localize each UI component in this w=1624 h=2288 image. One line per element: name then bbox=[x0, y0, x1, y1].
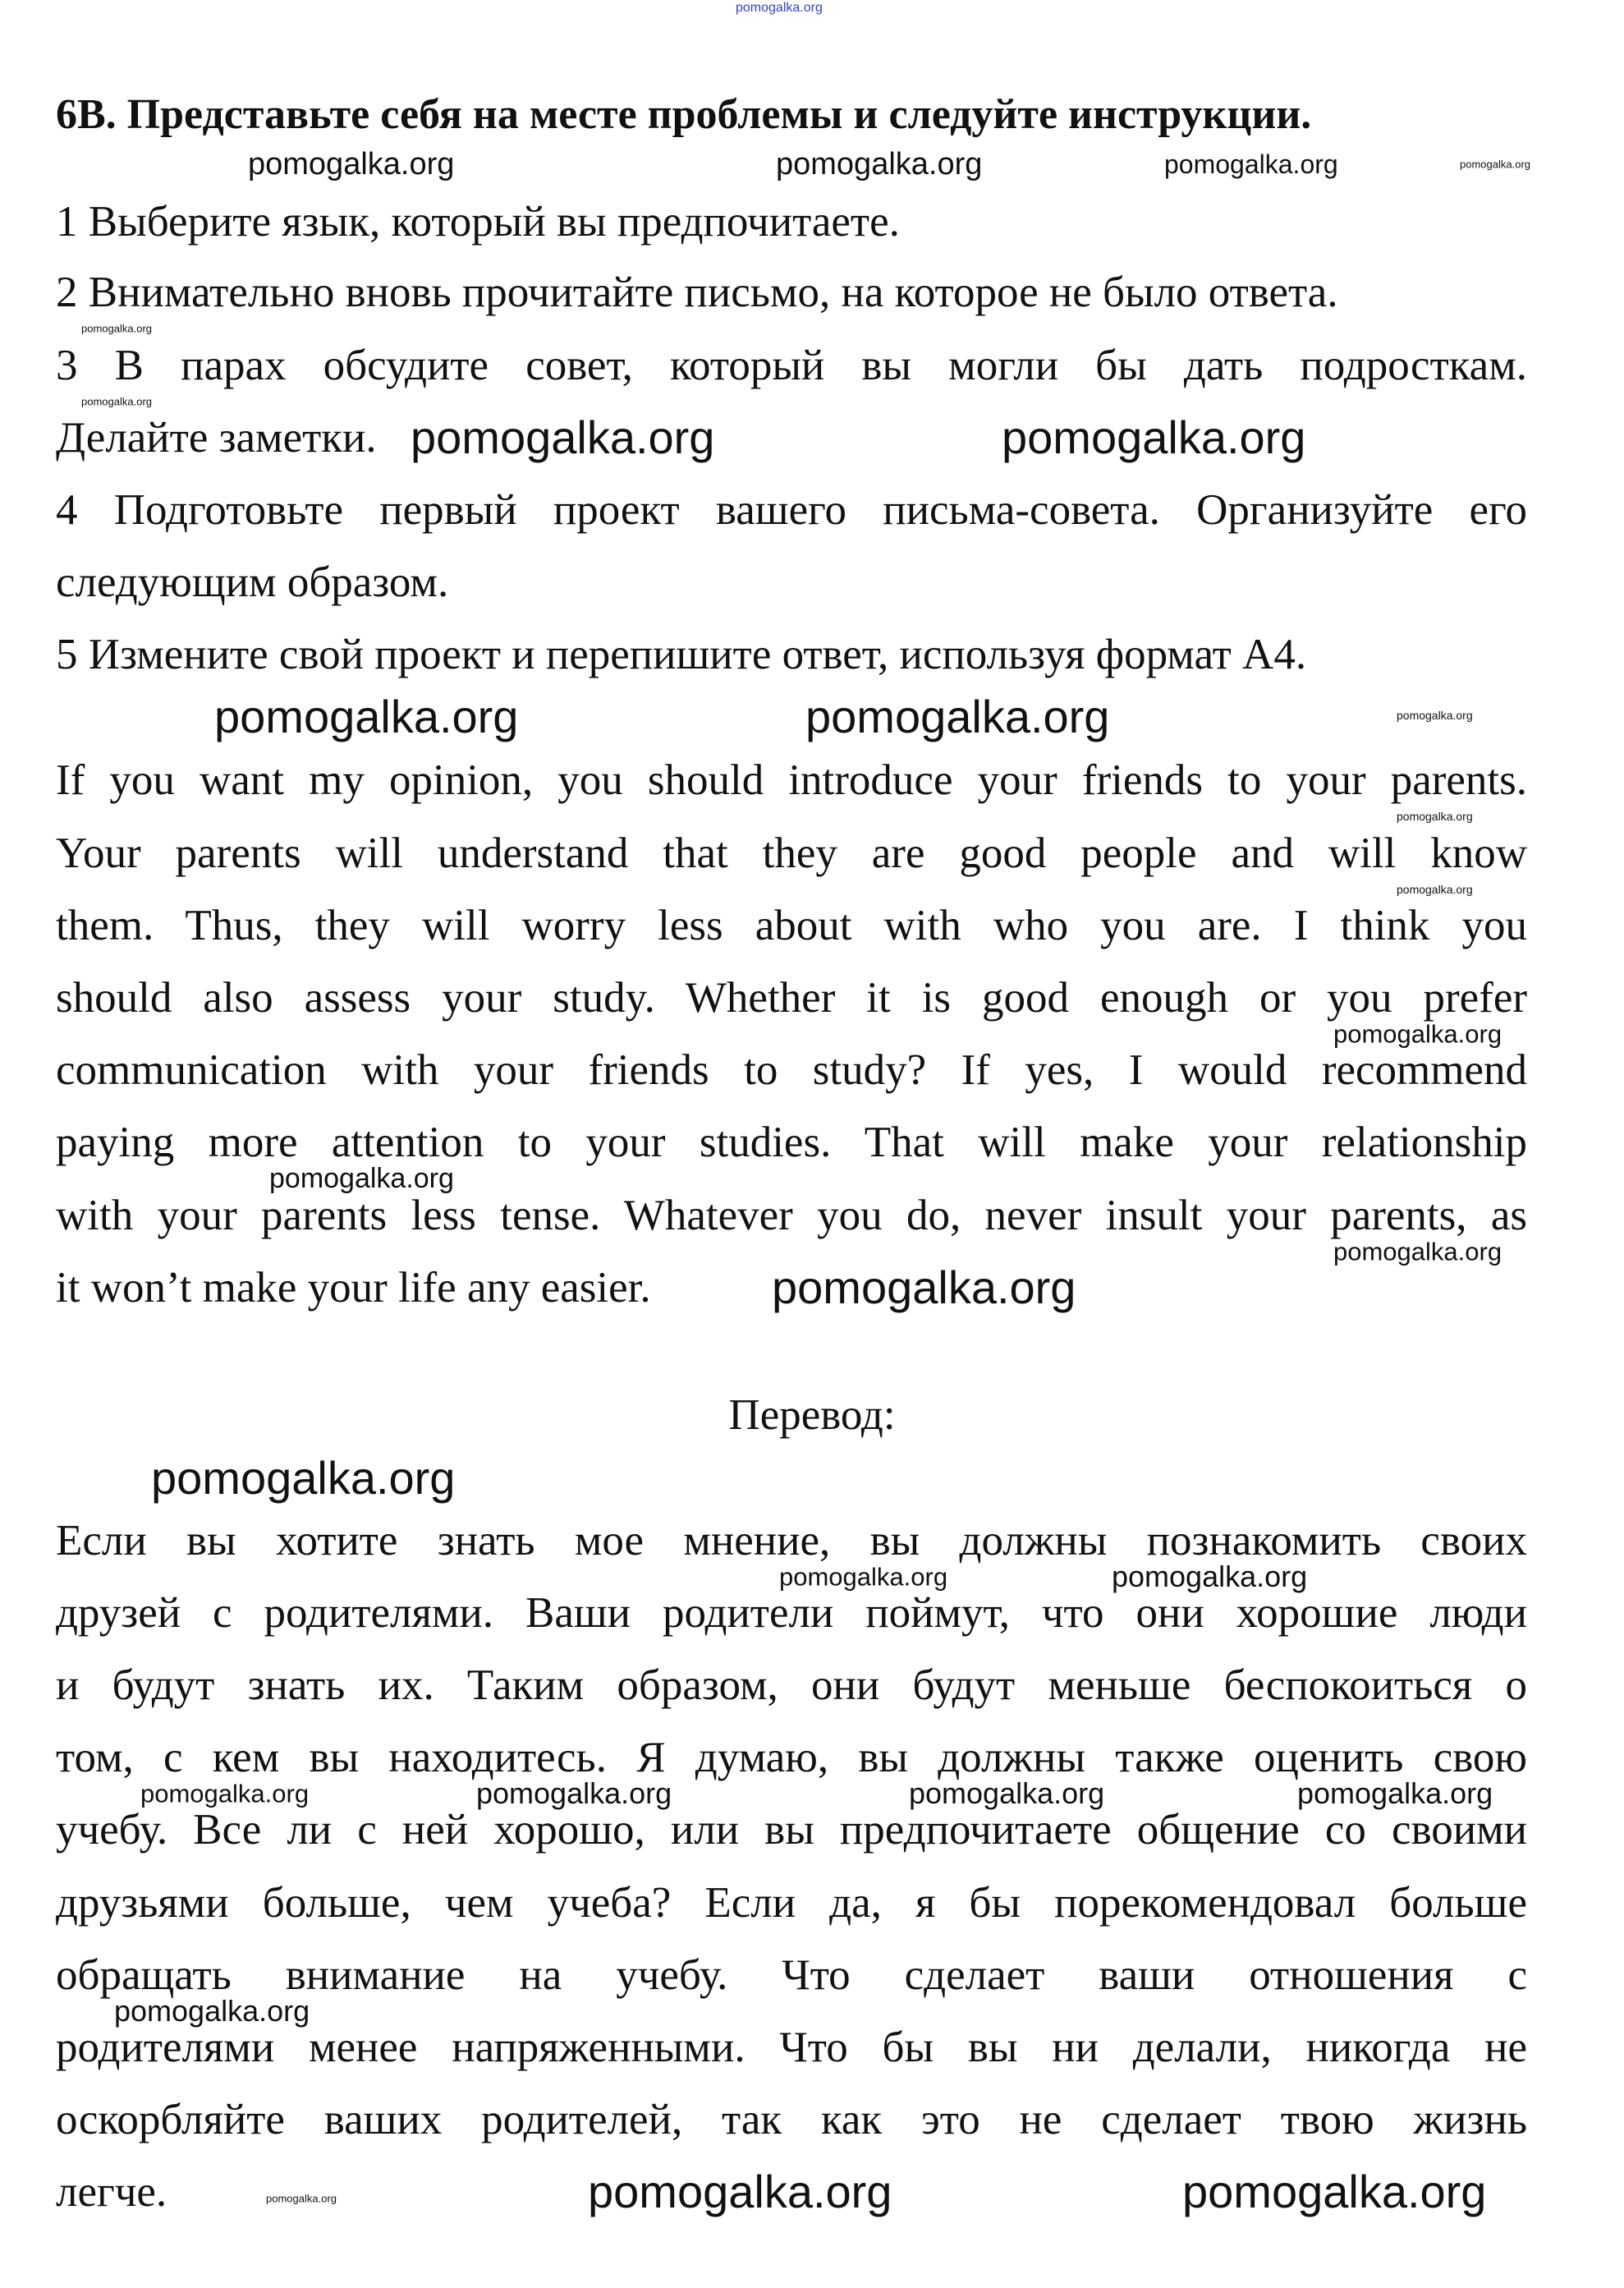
translation-text-line: родителями менее напряженными. Что бы вы ни делали, никогда не bbox=[56, 2024, 1527, 2071]
watermark: pomogalka.org bbox=[269, 1163, 454, 1194]
watermark: pomogalka.org bbox=[1182, 2166, 1487, 2217]
watermark: pomogalka.org bbox=[1460, 158, 1530, 171]
watermark: pomogalka.org bbox=[805, 691, 1110, 742]
instruction-line: 5 Измените свой проект и перепишите ответ, используя формат А4. bbox=[56, 631, 1307, 678]
translation-text-line: друзей с родителями. Ваши родители поймут, что они хорошие люди bbox=[56, 1589, 1527, 1637]
instruction-line: 4 Подготовьте первый проект вашего письма-совета. Организуйте его bbox=[56, 486, 1527, 534]
watermark: pomogalka.org bbox=[1397, 883, 1473, 896]
translation-text-line: Если вы хотите знать мое мнение, вы должны познакомить своих bbox=[56, 1517, 1527, 1564]
english-text-line: paying more attention to your studies. That will make your relationship bbox=[56, 1119, 1527, 1166]
translation-text-line: друзьями больше, чем учеба? Если да, я бы порекомендовал больше bbox=[56, 1879, 1527, 1927]
watermark: pomogalka.org bbox=[909, 1776, 1105, 1810]
instruction-line: следующим образом. bbox=[56, 558, 449, 606]
translation-text-line: оскорбляйте ваших родителей, так как это не сделает твою жизнь bbox=[56, 2096, 1527, 2143]
english-text-line: it won’t make your life any easier. bbox=[56, 1264, 651, 1312]
watermark: pomogalka.org bbox=[151, 1452, 456, 1504]
translation-text-line: учебу. Все ли с ней хорошо, или вы предпочитаете общение со своими bbox=[56, 1806, 1527, 1854]
watermark: pomogalka.org bbox=[81, 395, 152, 408]
watermark: pomogalka.org bbox=[779, 1562, 948, 1592]
watermark: pomogalka.org bbox=[772, 1261, 1076, 1313]
watermark: pomogalka.org bbox=[411, 411, 715, 463]
watermark: pomogalka.org bbox=[140, 1779, 310, 1808]
watermark: pomogalka.org bbox=[476, 1776, 672, 1810]
english-text-line: If you want my opinion, you should introduce your friends to your parents. bbox=[56, 756, 1527, 804]
translation-text-line: том, с кем вы находитесь. Я думаю, вы должны также оценить свою bbox=[56, 1734, 1527, 1781]
instruction-line: 3 В парах обсудите совет, который вы могли бы дать подросткам. bbox=[56, 342, 1527, 389]
translation-text-line: и будут знать их. Таким образом, они будут меньше беспокоиться о bbox=[56, 1661, 1527, 1709]
watermark: pomogalka.org bbox=[1333, 1237, 1502, 1266]
english-text-line: Your parents will understand that they are good people and will know bbox=[56, 829, 1527, 877]
exercise-title: 6B. Представьте себя на месте проблемы и следуйте инструкции. bbox=[56, 91, 1312, 138]
instruction-line: Делайте заметки. bbox=[56, 414, 377, 462]
english-text-line: should also assess your study. Whether it is good enough or you prefer bbox=[56, 974, 1527, 1022]
watermark: pomogalka.org bbox=[81, 322, 152, 335]
watermark: pomogalka.org bbox=[588, 2166, 892, 2217]
watermark: pomogalka.org bbox=[114, 1994, 310, 2028]
watermark: pomogalka.org bbox=[1002, 411, 1306, 463]
english-text-line: communication with your friends to study? If yes, I would recommend bbox=[56, 1046, 1527, 1094]
watermark: pomogalka.org bbox=[736, 1, 823, 15]
translation-text-line: обращать внимание на учебу. Что сделает ваши отношения с bbox=[56, 1951, 1527, 1999]
english-text-line: them. Thus, they will worry less about with who you are. I think you bbox=[56, 902, 1527, 949]
watermark: pomogalka.org bbox=[248, 147, 455, 181]
translation-text-line: легче. bbox=[56, 2168, 167, 2216]
watermark: pomogalka.org bbox=[266, 2192, 337, 2205]
watermark: pomogalka.org bbox=[1112, 1560, 1308, 1593]
instruction-line: 1 Выберите язык, который вы предпочитаете. bbox=[56, 198, 900, 246]
instruction-line: 2 Внимательно вновь прочитайте письмо, на которое не было ответа. bbox=[56, 269, 1338, 316]
watermark: pomogalka.org bbox=[1397, 810, 1473, 823]
watermark: pomogalka.org bbox=[776, 147, 983, 181]
watermark: pomogalka.org bbox=[1297, 1776, 1493, 1810]
translation-heading: Перевод: bbox=[728, 1391, 896, 1439]
watermark: pomogalka.org bbox=[214, 691, 519, 742]
watermark: pomogalka.org bbox=[1397, 709, 1473, 722]
english-text-line: with your parents less tense. Whatever you do, never insult your parents, as bbox=[56, 1192, 1527, 1239]
watermark: pomogalka.org bbox=[1164, 149, 1338, 179]
watermark: pomogalka.org bbox=[1333, 1019, 1502, 1049]
